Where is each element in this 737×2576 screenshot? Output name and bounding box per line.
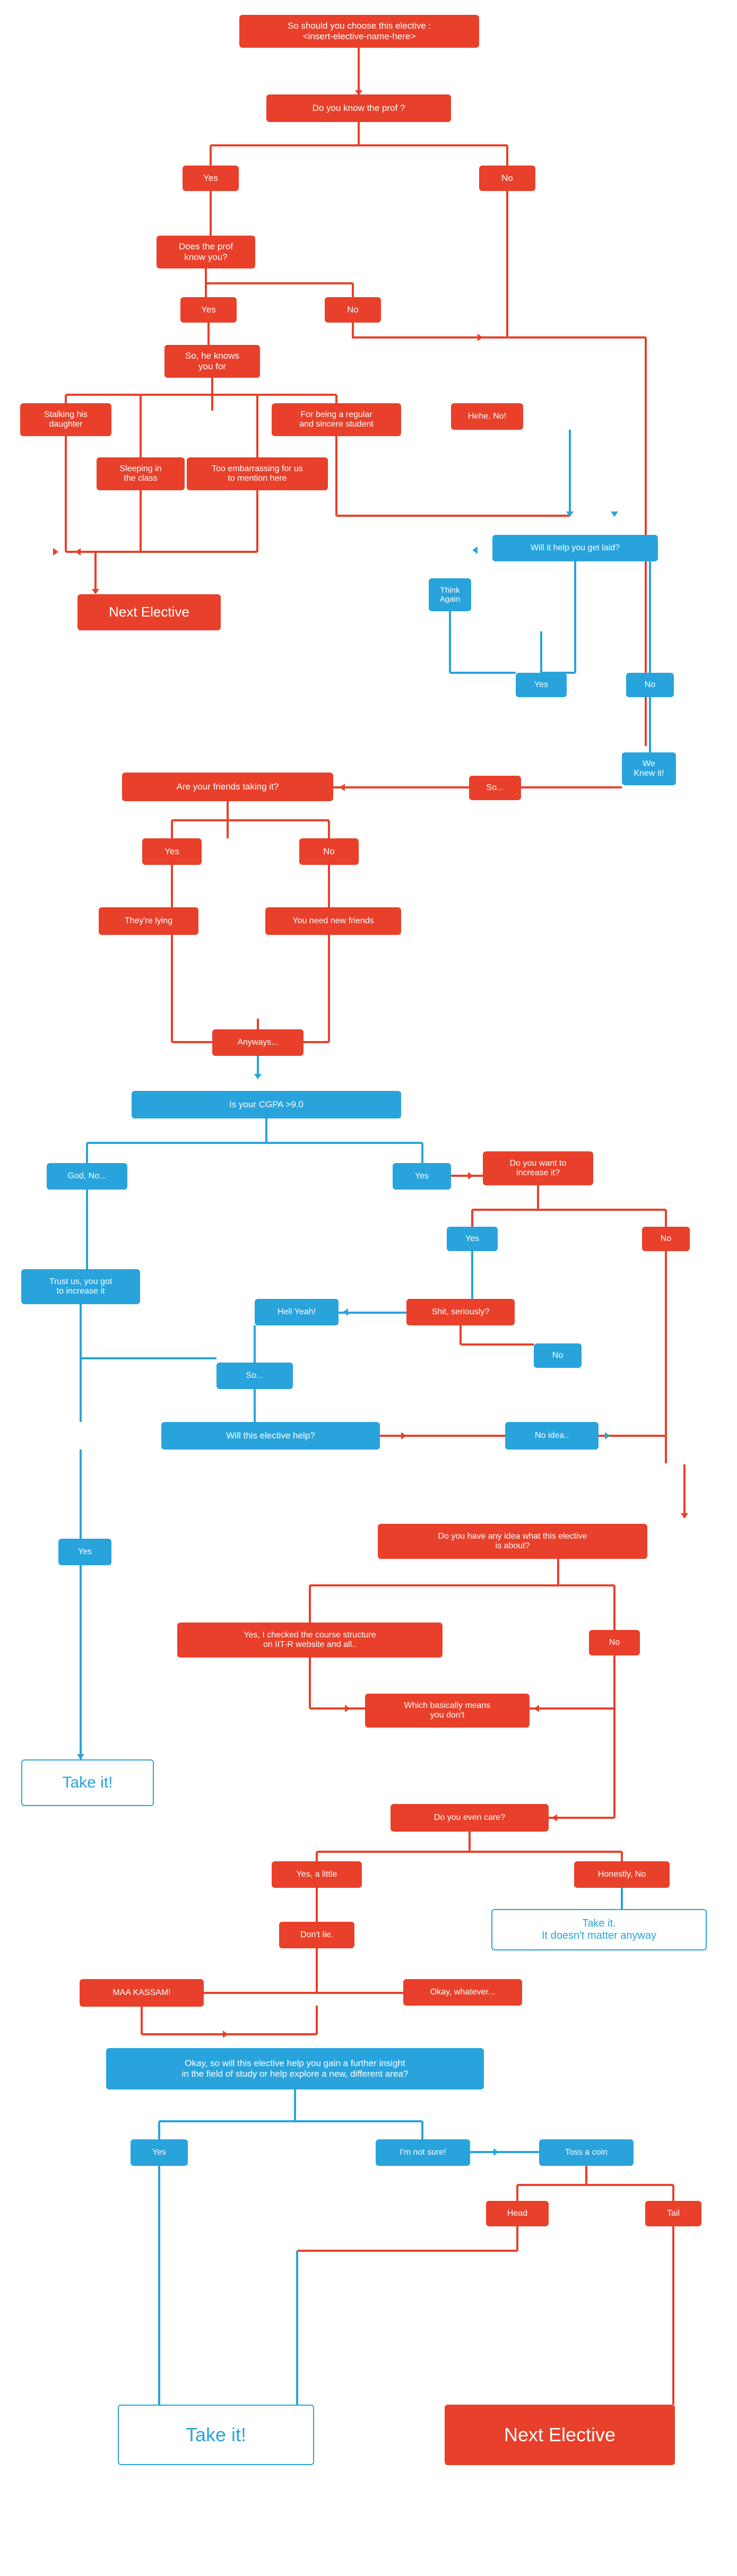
connector-vertical bbox=[469, 1832, 471, 1852]
flow-node-n8[interactable]: So, he knows you for bbox=[164, 345, 260, 378]
flow-node-n28[interactable]: God, No... bbox=[47, 1163, 127, 1190]
connector-vertical bbox=[309, 1585, 311, 1623]
connector-horizontal bbox=[380, 1435, 505, 1437]
connector-horizontal bbox=[549, 1817, 614, 1819]
connector-vertical bbox=[80, 1450, 82, 1539]
connector-horizontal bbox=[310, 1584, 614, 1586]
flow-node-n24[interactable]: They're lying bbox=[99, 907, 198, 935]
connector-vertical bbox=[254, 1325, 256, 1363]
flow-node-n4[interactable]: No bbox=[479, 166, 535, 191]
connector-vertical bbox=[65, 395, 67, 403]
connector-vertical bbox=[210, 145, 212, 166]
flow-node-n45[interactable]: Take it! bbox=[21, 1759, 154, 1806]
connector-horizontal bbox=[87, 1142, 422, 1144]
connector-vertical bbox=[140, 395, 142, 457]
connector-vertical bbox=[358, 122, 360, 145]
flow-node-n2[interactable]: Do you know the prof ? bbox=[266, 94, 451, 122]
flow-node-n46[interactable]: Do you even care? bbox=[391, 1804, 549, 1832]
connector-vertical bbox=[210, 191, 212, 236]
flow-node-n7[interactable]: No bbox=[325, 297, 381, 323]
connector-vertical bbox=[683, 1464, 686, 1517]
connector-vertical bbox=[621, 1852, 623, 1861]
flow-node-n18[interactable]: No bbox=[626, 673, 674, 697]
connector-vertical bbox=[569, 430, 571, 516]
connector-horizontal bbox=[517, 2184, 673, 2186]
connector-vertical bbox=[316, 2006, 318, 2034]
flow-node-n56[interactable]: Toss a coin bbox=[539, 2139, 634, 2166]
flow-node-n16[interactable]: Think Again bbox=[429, 578, 471, 611]
flow-node-n38[interactable]: Will this elective help? bbox=[161, 1422, 380, 1450]
arrowhead-right bbox=[53, 548, 58, 556]
flow-node-n60[interactable]: Next Elective bbox=[445, 2405, 675, 2465]
arrowhead-right bbox=[223, 2031, 228, 2038]
flow-node-n15[interactable]: Will it help you get laid? bbox=[492, 535, 658, 561]
flow-node-n14[interactable]: Next Elective bbox=[77, 594, 221, 630]
flow-node-n48[interactable]: Honestly, No bbox=[574, 1861, 670, 1888]
connector-vertical bbox=[265, 1118, 267, 1143]
flow-node-n51[interactable]: MAA KASSAM! bbox=[80, 1979, 204, 2007]
connector-vertical bbox=[613, 1585, 615, 1630]
arrowhead-right bbox=[478, 334, 483, 341]
connector-vertical bbox=[158, 2121, 160, 2139]
connector-vertical bbox=[141, 2007, 143, 2034]
connector-vertical bbox=[672, 2226, 674, 2405]
connector-horizontal bbox=[317, 1851, 622, 1853]
connector-horizontal bbox=[211, 144, 507, 146]
connector-vertical bbox=[506, 145, 508, 166]
flow-node-n42[interactable]: Yes, I checked the course structure on IIT-R website and all.. bbox=[177, 1623, 443, 1658]
flow-node-n44[interactable]: Which basically means you don't bbox=[365, 1694, 530, 1728]
connector-vertical bbox=[94, 552, 97, 593]
arrowhead-left bbox=[340, 784, 345, 791]
connector-vertical bbox=[421, 1143, 423, 1163]
connector-vertical bbox=[254, 1389, 256, 1422]
connector-vertical bbox=[335, 436, 337, 516]
connector-horizontal bbox=[81, 1357, 216, 1359]
connector-vertical bbox=[421, 2121, 423, 2139]
connector-vertical bbox=[540, 631, 542, 673]
connector-horizontal bbox=[206, 282, 353, 284]
arrowhead-down bbox=[77, 1754, 84, 1759]
connector-vertical bbox=[65, 436, 67, 552]
connector-vertical bbox=[80, 1565, 82, 1759]
connector-vertical bbox=[613, 1708, 615, 1818]
flow-node-n33[interactable]: Trust us, you got to increase it bbox=[21, 1269, 140, 1304]
arrowhead-right bbox=[401, 1432, 406, 1439]
flow-node-n27[interactable]: Is your CGPA >9.0 bbox=[132, 1091, 401, 1118]
connector-vertical bbox=[459, 1325, 462, 1345]
connector-vertical bbox=[296, 2251, 298, 2405]
connector-vertical bbox=[665, 1251, 667, 1463]
flow-node-n50[interactable]: Take it. It doesn't matter anyway bbox=[491, 1909, 707, 1950]
connector-vertical bbox=[574, 561, 576, 673]
connector-vertical bbox=[649, 697, 651, 752]
flow-node-n21[interactable]: Are your friends taking it? bbox=[122, 773, 333, 801]
connector-horizontal bbox=[507, 336, 646, 339]
flow-node-n17[interactable]: Yes bbox=[516, 673, 567, 697]
flow-node-n54[interactable]: Yes bbox=[131, 2139, 188, 2166]
connector-vertical bbox=[140, 490, 142, 552]
flow-node-n32[interactable]: No bbox=[642, 1227, 690, 1251]
flow-node-n37[interactable]: So... bbox=[216, 1363, 293, 1389]
connector-vertical bbox=[256, 490, 258, 552]
flow-node-n5[interactable]: Does the prof know you? bbox=[157, 236, 255, 268]
connector-vertical bbox=[471, 1210, 473, 1227]
flow-node-n58[interactable]: Tail bbox=[645, 2201, 701, 2226]
flow-node-n43[interactable]: No bbox=[589, 1630, 640, 1655]
flow-node-n6[interactable]: Yes bbox=[180, 297, 237, 323]
connector-vertical bbox=[316, 1852, 318, 1861]
connector-vertical bbox=[449, 611, 451, 673]
connector-vertical bbox=[516, 2185, 518, 2201]
flow-node-n13[interactable]: Hehe, No! bbox=[451, 403, 523, 430]
connector-horizontal bbox=[159, 2120, 422, 2122]
connector-horizontal bbox=[450, 672, 516, 674]
connector-vertical bbox=[171, 935, 173, 1042]
connector-vertical bbox=[516, 2226, 518, 2251]
flow-node-n35[interactable]: Shit, seriously? bbox=[406, 1299, 515, 1325]
connector-vertical bbox=[80, 1304, 82, 1422]
flow-node-n22[interactable]: Yes bbox=[142, 838, 202, 865]
connector-vertical bbox=[294, 2089, 296, 2121]
connector-vertical bbox=[649, 561, 651, 673]
flow-node-n59[interactable]: Take it! bbox=[118, 2405, 314, 2465]
connector-horizontal bbox=[172, 819, 329, 821]
flow-node-n31[interactable]: Yes bbox=[447, 1227, 498, 1251]
flow-node-n41[interactable]: Do you have any idea what this elective is about? bbox=[378, 1524, 647, 1559]
connector-vertical bbox=[537, 1185, 539, 1210]
connector-vertical bbox=[309, 1658, 311, 1708]
connector-horizontal bbox=[353, 336, 510, 339]
connector-horizontal bbox=[66, 394, 336, 396]
flow-node-n1[interactable]: So should you choose this elective : <insert-elective-name-here> bbox=[239, 15, 479, 48]
flow-node-n20[interactable]: So... bbox=[469, 776, 521, 800]
connector-horizontal bbox=[451, 1175, 483, 1177]
connector-vertical bbox=[256, 395, 258, 457]
arrowhead-left bbox=[552, 1814, 557, 1822]
connector-vertical bbox=[613, 1655, 615, 1708]
connector-horizontal bbox=[297, 2250, 517, 2252]
connector-vertical bbox=[352, 283, 354, 297]
arrowhead-down bbox=[681, 1513, 688, 1519]
flow-node-n12[interactable]: For being a regular and sincere student bbox=[272, 403, 401, 436]
flow-node-n36[interactable]: No bbox=[534, 1343, 582, 1368]
arrowhead-left bbox=[472, 547, 478, 554]
connector-horizontal bbox=[470, 2151, 539, 2153]
connector-vertical bbox=[621, 1888, 623, 1909]
connector-horizontal bbox=[333, 786, 469, 788]
arrowhead-left bbox=[75, 548, 81, 556]
arrowhead-left bbox=[343, 1308, 348, 1316]
connector-vertical bbox=[86, 1190, 88, 1269]
flow-node-n47[interactable]: Yes, a little bbox=[272, 1861, 362, 1888]
connector-vertical bbox=[158, 2166, 160, 2405]
connector-vertical bbox=[672, 2185, 674, 2201]
flow-node-n57[interactable]: Head bbox=[486, 2201, 549, 2226]
flow-node-n23[interactable]: No bbox=[299, 838, 359, 865]
connector-horizontal bbox=[461, 1343, 534, 1346]
flow-node-n39[interactable]: No idea.. bbox=[505, 1422, 599, 1450]
connector-vertical bbox=[171, 865, 173, 907]
flow-node-n10[interactable]: Sleeping in the class bbox=[97, 457, 185, 490]
connector-vertical bbox=[207, 323, 210, 345]
arrowhead-down bbox=[611, 511, 618, 517]
flow-node-n53[interactable]: Okay, so will this elective help you gain a further insight in the field of study or help explore a new, different area? bbox=[106, 2048, 484, 2089]
flow-node-n40[interactable]: Yes bbox=[58, 1539, 111, 1565]
connector-vertical bbox=[86, 1143, 88, 1163]
flow-node-n25[interactable]: You need new friends bbox=[265, 907, 401, 935]
arrowhead-down bbox=[254, 1074, 262, 1079]
connector-horizontal bbox=[530, 1707, 614, 1710]
flow-node-n30[interactable]: Do you want to increase it? bbox=[483, 1151, 593, 1185]
connector-horizontal bbox=[310, 1707, 365, 1710]
connector-horizontal bbox=[336, 515, 570, 517]
flow-node-n19[interactable]: We Knew it! bbox=[622, 752, 676, 785]
arrowhead-down bbox=[566, 511, 574, 517]
flow-node-n11[interactable]: Too embarrassing for us to mention here bbox=[187, 457, 328, 490]
connector-vertical bbox=[316, 1948, 318, 1993]
connector-vertical bbox=[328, 865, 330, 907]
connector-horizontal bbox=[317, 1992, 403, 1994]
flow-node-n52[interactable]: Okay, whatever... bbox=[403, 1979, 522, 2006]
arrowhead-left bbox=[534, 1705, 539, 1712]
flow-node-n3[interactable]: Yes bbox=[183, 166, 239, 191]
flow-node-n29[interactable]: Yes bbox=[393, 1163, 451, 1190]
connector-horizontal bbox=[142, 2033, 317, 2035]
flow-node-n55[interactable]: I'm not sure! bbox=[376, 2139, 470, 2166]
arrowhead-right bbox=[345, 1705, 350, 1712]
connector-vertical bbox=[506, 191, 508, 337]
arrowhead-right bbox=[493, 2148, 499, 2156]
flow-node-n9[interactable]: Stalking his daughter bbox=[20, 403, 111, 436]
connector-vertical bbox=[328, 935, 330, 1042]
connector-horizontal bbox=[472, 1209, 666, 1211]
connector-vertical bbox=[557, 1559, 559, 1585]
flow-node-n34[interactable]: Hell Yeah! bbox=[255, 1299, 339, 1325]
flow-node-n49[interactable]: Don't lie. bbox=[279, 1922, 354, 1948]
flow-node-n26[interactable]: Anyways... bbox=[212, 1029, 304, 1056]
connector-vertical bbox=[665, 1210, 667, 1227]
arrowhead-right bbox=[468, 1172, 473, 1179]
connector-horizontal bbox=[521, 786, 622, 788]
connector-vertical bbox=[358, 48, 360, 94]
connector-vertical bbox=[335, 395, 337, 403]
connector-vertical bbox=[585, 2166, 587, 2185]
arrowhead-down bbox=[92, 589, 99, 594]
arrowhead-right bbox=[605, 1432, 610, 1439]
connector-vertical bbox=[316, 1888, 318, 1922]
connector-vertical bbox=[328, 820, 330, 838]
connector-vertical bbox=[171, 820, 173, 838]
